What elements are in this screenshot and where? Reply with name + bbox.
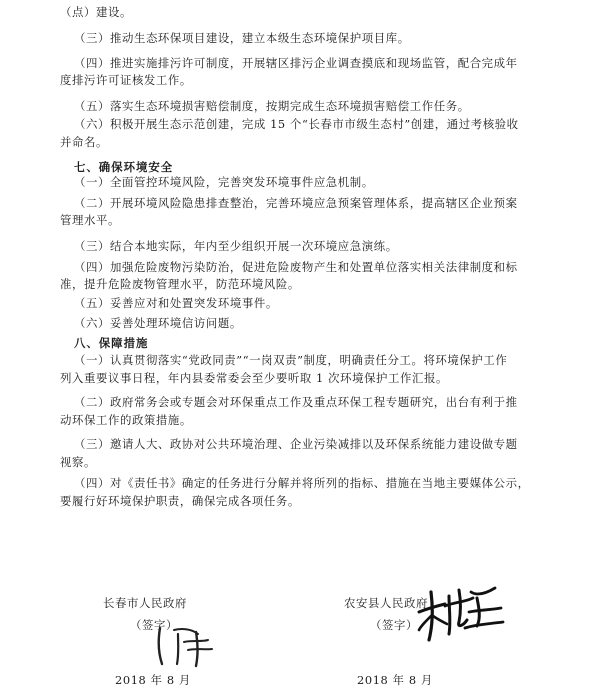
- paragraph-line: （六）积极开展生态示范创建，完成 15 个“长春市市级生态村”创建，通过考核验收: [74, 117, 519, 131]
- paragraph-line: （三）结合本地实际，年内至少组织开展一次环境应急演练。: [74, 239, 398, 253]
- paragraph-line: （四）推进实施排污许可制度，开展辖区排污企业调查摸底和现场监管，配合完成年: [74, 56, 518, 70]
- paragraph-line: 并命名。: [60, 135, 108, 149]
- right-sign-label: （签字）: [370, 618, 418, 632]
- paragraph-line: 视察。: [60, 455, 96, 469]
- paragraph-line: （四）对《责任书》确定的任务进行分解并将所列的指标、措施在当地主要媒体公示，: [74, 476, 530, 490]
- paragraph-line: 列入重要议事日程，年内县委常委会至少要听取 1 次环境保护工作汇报。: [60, 371, 448, 385]
- paragraph-line: （二）政府常务会或专题会对环保重点工作及重点环保工程专题研究，出台有利于推: [74, 395, 518, 409]
- paragraph-line: （六）妥善处理环境信访问题。: [74, 316, 242, 330]
- paragraph-line: （一）全面管控环境风险，完善突发环境事件应急机制。: [74, 175, 374, 189]
- paragraph-line: 要履行好环境保护职责，确保完成各项任务。: [60, 494, 300, 508]
- paragraph-line: （四）加强危险废物污染防治，促进危险废物产生和处置单位落实相关法律制度和标: [74, 260, 518, 274]
- paragraph-line: 度排污许可证核发工作。: [60, 73, 192, 87]
- paragraph-line: （一）认真贯彻落实“党政同责”“一岗双责”制度，明确责任分工。将环境保护工作: [74, 353, 508, 367]
- paragraph-line: （五）妥善应对和处置突发环境事件。: [74, 296, 278, 310]
- left-sign-label: （签字）: [130, 618, 178, 632]
- right-handwritten-signature: [415, 582, 505, 644]
- paragraph-line: 准，提升危险废物管理水平，防范环境风险。: [60, 277, 300, 291]
- right-date: 2018 年 8 月: [357, 673, 433, 687]
- section-heading: 七、确保环境安全: [74, 160, 174, 174]
- paragraph-line: （三）邀请人大、政协对公共环境治理、企业污染减排以及环保系统能力建设做专题: [74, 437, 518, 451]
- paragraph-line: 动环保工作的政策措施。: [60, 413, 192, 427]
- left-handwritten-signature: [152, 620, 222, 670]
- left-date: 2018 年 8 月: [115, 673, 191, 687]
- paragraph-line: 管理水平。: [60, 213, 120, 227]
- left-org-name: 长春市人民政府: [103, 596, 187, 610]
- paragraph-line: （点）建设。: [60, 5, 132, 19]
- paragraph-line: （三）推动生态环保项目建设，建立本级生态环境保护项目库。: [74, 31, 410, 45]
- section-heading: 八、保障措施: [74, 336, 149, 350]
- right-org-name: 农安县人民政府: [344, 596, 428, 610]
- paragraph-line: （五）落实生态环境损害赔偿制度，按期完成生态环境损害赔偿工作任务。: [74, 99, 470, 113]
- paragraph-line: （二）开展环境风险隐患排查整治，完善环境应急预案管理体系，提高辖区企业预案: [74, 196, 518, 210]
